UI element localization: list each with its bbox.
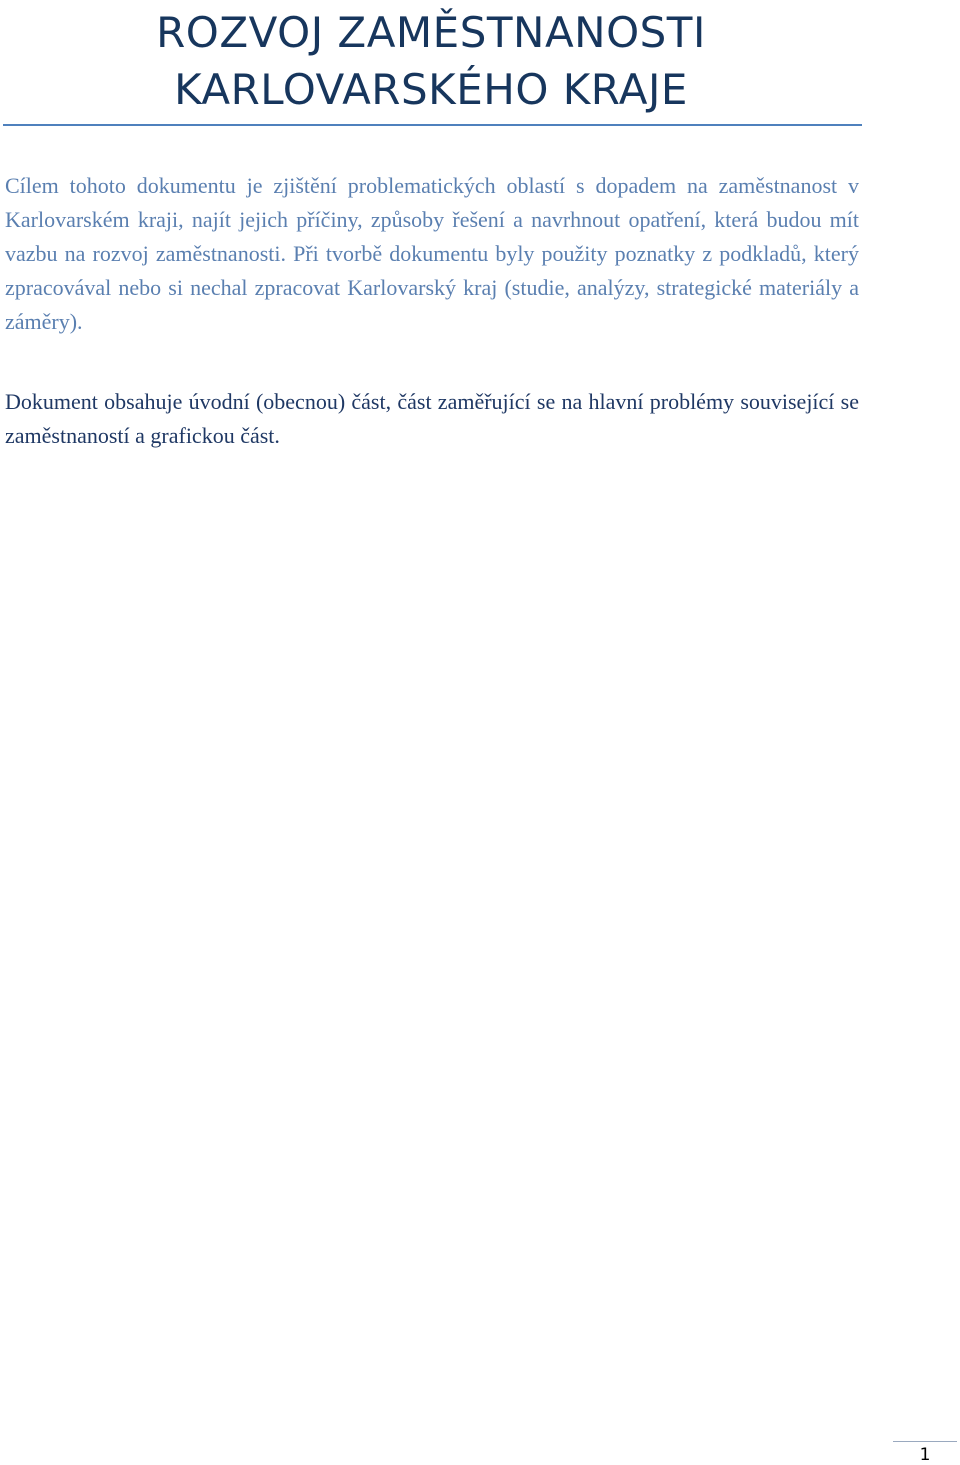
title-line-2: KARLOVARSKÉHO KRAJE: [174, 65, 688, 114]
page-number: 1: [919, 1445, 931, 1465]
content-paragraph: Dokument obsahuje úvodní (obecnou) část, část zaměřující se na hlavní problémy související se zaměstnaností a grafickou část.: [5, 389, 859, 448]
title-line-1: ROZVOJ ZAMĚSTNANOSTI: [156, 8, 706, 57]
title-underline: [3, 124, 862, 126]
document-title: [0, 4, 862, 118]
intro-paragraph: Cílem tohoto dokumentu je zjištění problematických oblastí s dopadem na zaměstnanost v Karlovarském kraji, najít jejich příčiny, způsoby řešení a navrhnout opatření, která budou mít vazbu na rozvoj zaměstnanosti. Při tvorbě dokumentu byly použity poznatky z podkladů, který zpracovával nebo si nechal zpracovat Karlovarský kraj (studie, analýzy, strategické materiály a záměry).: [5, 173, 859, 334]
footer-rule: [893, 1441, 957, 1442]
